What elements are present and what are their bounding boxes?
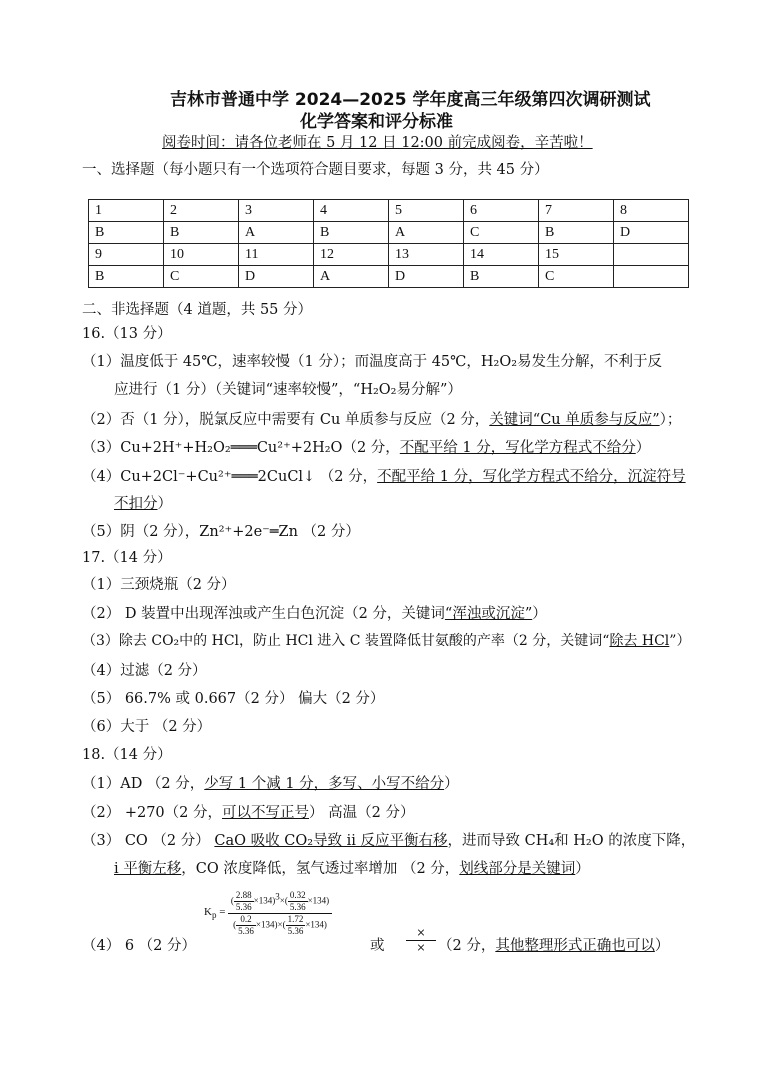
table-cell: 11 (239, 244, 314, 266)
table-cell: B (89, 266, 164, 288)
table-cell: A (239, 222, 314, 244)
table-cell: 10 (164, 244, 239, 266)
table-cell: 8 (614, 200, 689, 222)
table-cell: 9 (89, 244, 164, 266)
q18-answer-4-tail-text: （2 分， (438, 938, 496, 954)
q17-answer-3 (82, 630, 690, 650)
kp-n3: 0.2 (236, 914, 256, 926)
q16-answer-2-end: ）； (659, 412, 682, 428)
q18-answer-2-end: ） 高温（2 分） (309, 805, 415, 821)
page-subtitle: 化学答案和评分标准 (300, 112, 453, 132)
table-row (89, 200, 689, 222)
table-cell: B (89, 222, 164, 244)
q18-answer-2 (82, 801, 414, 822)
q18-answer-1-key: 少写 1 个减 1 分，多写、小写不给分 (204, 776, 445, 792)
q16-answer-1b: 应进行（1 分）（关键词“速率较慢”，“H₂O₂易分解”） (114, 382, 462, 398)
q17-title: 17.（14 分） (82, 550, 172, 566)
table-cell: 6 (464, 200, 539, 222)
q16-answer-4 (82, 465, 686, 486)
q16-answer-2-text: （2）否（1 分），脱氯反应中需要有 Cu 单质参与反应（2 分， (82, 412, 490, 428)
q18-answer-4: （4） 6 （2 分） (82, 938, 197, 954)
kp-mul-1: ×134 (253, 895, 273, 906)
q17-answer-2-end: ） (532, 606, 547, 622)
q17-answer-3-end: ”） (669, 633, 691, 649)
q16-answer-1: （1）温度低于 45℃，速率较慢（1 分）；而温度高于 45℃，H₂O₂易发生分解，不利于反 (82, 354, 663, 370)
kp-d1: 5.36 (235, 902, 252, 912)
q18-answer-4-tail (438, 934, 669, 955)
q16-answer-3-text: （3）Cu+2H⁺+H₂O₂═══Cu²⁺+2H₂O（2 分， (82, 440, 400, 456)
table-cell: C (464, 222, 539, 244)
q18-answer-4-or: 或 (370, 938, 385, 954)
q17-answer-2 (82, 602, 547, 623)
q16-answer-2 (82, 408, 681, 429)
table-cell: 3 (239, 200, 314, 222)
q18-answer-1-text: （1）AD （2 分， (82, 776, 205, 792)
table-row (89, 222, 689, 244)
table-cell: C (539, 266, 614, 288)
q17-answer-1: （1）三颈烧瓶（2 分） (82, 577, 236, 593)
kp-subscript: p (211, 910, 217, 921)
q18-answer-4-key: 其他整理形式正确也可以 (495, 938, 655, 954)
kp-mul-2: ×134 (307, 895, 327, 906)
table-row (89, 244, 689, 266)
q17-answer-3-text: （3）除去 CO₂中的 HCl，防止 HCl 进入 C 装置降低甘氨酸的产率（2 分，关键词“ (82, 633, 610, 649)
q16-answer-4-text: （4）Cu+2Cl⁻+Cu²⁺═══2CuCl↓ （2 分， (82, 469, 378, 485)
kp-n1: 2.88 (235, 890, 252, 900)
q18-answer-2-text: （2） +270（2 分， (82, 805, 222, 821)
answer-table (88, 199, 689, 288)
table-cell: D (389, 266, 464, 288)
section2-heading: 二、非选择题（4 道题，共 55 分） (82, 302, 313, 318)
table-cell: 12 (314, 244, 389, 266)
table-row (89, 266, 689, 288)
q16-answer-3-key: 不配平给 1 分，写化学方程式不给分 (399, 440, 636, 456)
q16-answer-2-key: 关键词“Cu 单质参与反应” (489, 412, 660, 428)
q18-answer-3b (114, 857, 590, 878)
q18-answer-2-key: 可以不写正号 (222, 805, 309, 821)
kp-mul-3: ×134 (255, 919, 275, 930)
table-cell: B (539, 222, 614, 244)
kp-formula: $K_p$ = ( $\frac{2.88}{5.36}$ ×134)$^3$×( $\frac{0.32}{5.36}$ ×134) ( $\frac{0.2}{5.36}$ ×134)×( $\frac{1.72}{5.36}$ ×134) (204, 890, 332, 937)
q18-answer-3-text: （3） CO （2 分） (82, 833, 215, 849)
q17-answer-5: （5） 66.7% 或 0.667（2 分） 偏大（2 分） (82, 691, 385, 707)
table-cell: 4 (314, 200, 389, 222)
table-cell (614, 244, 689, 266)
page-title: 吉林市普通中学 2024—2025 学年度高三年级第四次调研测试 (170, 90, 651, 110)
table-cell: 13 (389, 244, 464, 266)
kp-mul-4: ×134 (305, 919, 324, 930)
table-cell: B (164, 222, 239, 244)
table-cell: C (164, 266, 239, 288)
table-cell: 2 (164, 200, 239, 222)
kp-n4: 1.72 (287, 914, 304, 924)
q17-answer-4: （4）过滤（2 分） (82, 663, 207, 679)
table-cell: D (239, 266, 314, 288)
q16-answer-3 (82, 436, 650, 457)
q18-answer-1 (82, 772, 459, 793)
table-cell: 15 (539, 244, 614, 266)
table-cell (614, 266, 689, 288)
q18-answer-3 (82, 829, 695, 850)
table-cell: 7 (539, 200, 614, 222)
alt-form-denominator: × (416, 941, 426, 954)
kp-symbol: K (204, 906, 212, 919)
q18-answer-3-key: CaO 吸收 CO₂导致 ii 反应平衡右移 (214, 833, 448, 849)
alt-form-fraction (406, 926, 436, 955)
kp-n2: 0.32 (289, 890, 306, 900)
kp-d2: 5.36 (289, 902, 306, 912)
q16-title: 16.（13 分） (82, 326, 172, 342)
kp-main-fraction: ( $\frac{2.88}{5.36}$ ×134)$^3$×( $\frac{0.32}{5.36}$ ×134) ( $\frac{0.2}{5.36}$ ×134)×( $\frac{1.72}{5.36}$ ×134) (228, 890, 332, 937)
q18-answer-1-end: ） (444, 776, 459, 792)
table-cell: 1 (89, 200, 164, 222)
alt-form-numerator: × (406, 926, 436, 941)
q17-answer-2-text: （2） D 装置中出现浑浊或产生白色沉淀（2 分，关键词 (82, 606, 445, 622)
q17-answer-3-key: 除去 HCl (609, 633, 670, 649)
q17-answer-2-key: “浑浊或沉淀” (444, 606, 533, 622)
q16-answer-4b-end: ） (157, 496, 172, 512)
kp-d4: 5.36 (287, 926, 304, 936)
q17-answer-6: （6）大于 （2 分） (82, 719, 212, 735)
table-cell: 5 (389, 200, 464, 222)
q18-answer-3b-key: i 平衡左移 (114, 861, 182, 877)
q16-answer-5: （5）阴（2 分），Zn²⁺+2e⁻═Zn （2 分） (82, 524, 360, 540)
q18-answer-3b-text: ，CO 浓度降低，氢气透过率增加 （2 分， (181, 861, 460, 877)
q16-answer-3-end: ） (635, 440, 651, 456)
table-cell: D (614, 222, 689, 244)
q16-answer-4b-key: 不扣分 (114, 496, 158, 512)
q16-answer-4-key: 不配平给 1 分，写化学方程式不给分，沉淀符号 (377, 469, 686, 485)
grading-notice: 阅卷时间：请各位老师在 5 月 12 日 12:00 前完成阅卷，辛苦啦！ (162, 135, 593, 151)
q18-answer-3-end: ，进而导致 CH₄和 H₂O 的浓度下降， (447, 833, 696, 849)
q18-answer-4-end: ） (654, 938, 670, 954)
table-cell: 14 (464, 244, 539, 266)
table-cell: B (464, 266, 539, 288)
q18-answer-3b-key2: 划线部分是关键词 (459, 861, 576, 877)
q18-answer-3b-end: ） (575, 861, 590, 877)
q18-title: 18.（14 分） (82, 747, 172, 763)
q16-answer-4b (114, 492, 172, 513)
section1-heading: 一、选择题（每小题只有一个选项符合题目要求，每题 3 分，共 45 分） (82, 162, 549, 178)
kp-d3: 5.36 (238, 926, 254, 936)
kp-times-2: × (277, 919, 283, 930)
table-cell: A (314, 266, 389, 288)
kp-times-1: × (279, 895, 285, 906)
table-cell: B (314, 222, 389, 244)
table-cell: A (389, 222, 464, 244)
